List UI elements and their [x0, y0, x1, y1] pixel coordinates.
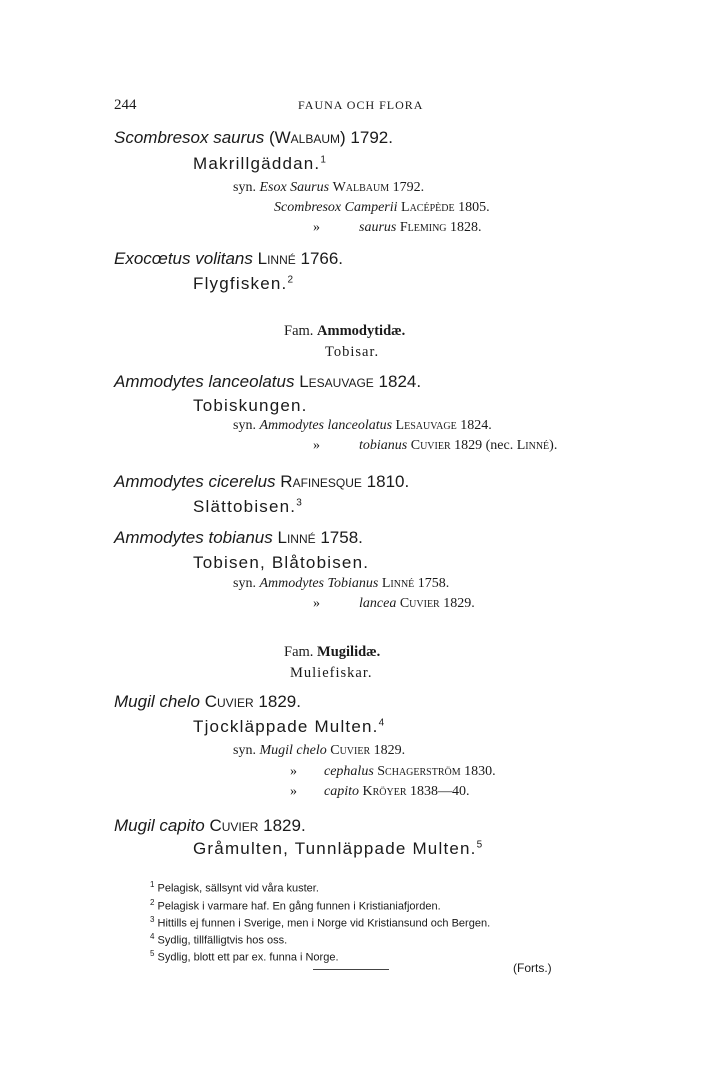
species-heading — [114, 472, 409, 492]
scientific-name: Exocœtus volitans — [114, 249, 253, 268]
footnote: $^4$ Sydlig, tillfälligtvis hos oss. — [150, 932, 288, 947]
footnote: $^3$ Hittills ej funnen i Sverige, men i Norge vid Kristiansund och Bergen. — [150, 915, 491, 930]
author: Lesauvage — [299, 372, 374, 391]
footnote: $^1$ Pelagisk, sällsynt vid våra kuster. — [150, 880, 319, 895]
scientific-name: Scombresox saurus — [114, 128, 265, 147]
synonym-line: Scombresox Camperii Lacépède 1805. — [274, 200, 490, 215]
continued-note: (Forts.) — [513, 961, 552, 975]
species-heading — [114, 816, 306, 836]
common-name: Flygfisken.$^2$ — [193, 274, 295, 293]
species-heading — [114, 692, 301, 712]
footnote: $^2$ Pelagisk i varmare haf. En gång funnen i Kristianiafjorden. — [150, 898, 441, 913]
footnote-ref: 4 — [378, 717, 386, 729]
scientific-name: Ammodytes cicerelus — [114, 472, 276, 491]
year: 1829. — [263, 816, 306, 835]
synonym-line: syn. Mugil chelo Cuvier 1829. — [233, 743, 406, 758]
synonym-line: » capito Kröyer 1838—40. — [290, 784, 470, 799]
synonym-line: » tobianus Cuvier 1829 (nec. Linné). — [313, 438, 558, 453]
year: 1810. — [366, 472, 410, 491]
scientific-name: Ammodytes tobianus — [114, 528, 273, 547]
footnote: $^5$ Sydlig, blott ett par ex. funna i Norge. — [150, 949, 339, 964]
synonym-line: » cephalus Schagerström 1830. — [290, 764, 496, 779]
species-heading — [114, 128, 393, 148]
common-name: Slättobisen.$^3$ — [193, 497, 304, 516]
footnote-ref: 2 — [287, 274, 295, 286]
running-title: FAUNA OCH FLORA — [298, 98, 424, 112]
family-common-name: Tobisar. — [325, 344, 380, 360]
year: 1766. — [300, 249, 344, 268]
synonym-line: syn. Esox Saurus Walbaum 1792. — [233, 180, 425, 195]
species-heading — [114, 528, 363, 548]
author: Rafinesque — [280, 472, 362, 491]
author: (Walbaum) — [268, 128, 346, 147]
common-name: Makrillgäddan.$^1$ — [193, 154, 328, 173]
family-heading: Fam. Ammodytidæ. — [284, 323, 406, 339]
scientific-name: Ammodytes lanceolatus — [114, 372, 295, 391]
year: 1829. — [258, 692, 301, 711]
author: Cuvier — [209, 816, 259, 835]
common-name: Gråmulten, Tunnläppade Multen.$^5$ — [193, 839, 484, 858]
synonym-line: syn. Ammodytes lanceolatus Lesauvage 1824. — [233, 418, 492, 433]
species-heading — [114, 372, 421, 392]
family-common-name: Muliefiskar. — [290, 665, 373, 681]
author: Linné — [277, 528, 316, 547]
footnote-ref: 3 — [296, 497, 304, 509]
synonym-line: » saurus Fleming 1828. — [313, 220, 482, 235]
year: 1758. — [320, 528, 363, 547]
year: 1792. — [350, 128, 393, 147]
year: 1824. — [378, 372, 422, 391]
family-heading: Fam. Mugilidæ. — [284, 644, 381, 660]
footnote-ref: 1 — [320, 154, 328, 166]
footnote-ref: 5 — [476, 839, 484, 851]
common-name: Tobisen, Blåtobisen. — [193, 553, 370, 572]
author: Cuvier — [204, 692, 254, 711]
scientific-name: Mugil capito — [114, 816, 205, 835]
synonym-line: syn. Ammodytes Tobianus Linné 1758. — [233, 576, 450, 591]
species-heading — [114, 249, 343, 269]
common-name: Tjockläppade Multen.$^4$ — [193, 717, 386, 736]
scientific-name: Mugil chelo — [114, 692, 200, 711]
common-name: Tobiskungen. — [193, 396, 308, 415]
synonym-line: » lancea Cuvier 1829. — [313, 596, 475, 611]
page-number: 244 — [114, 97, 137, 113]
author: Linné — [257, 249, 296, 268]
end-rule — [313, 969, 389, 970]
